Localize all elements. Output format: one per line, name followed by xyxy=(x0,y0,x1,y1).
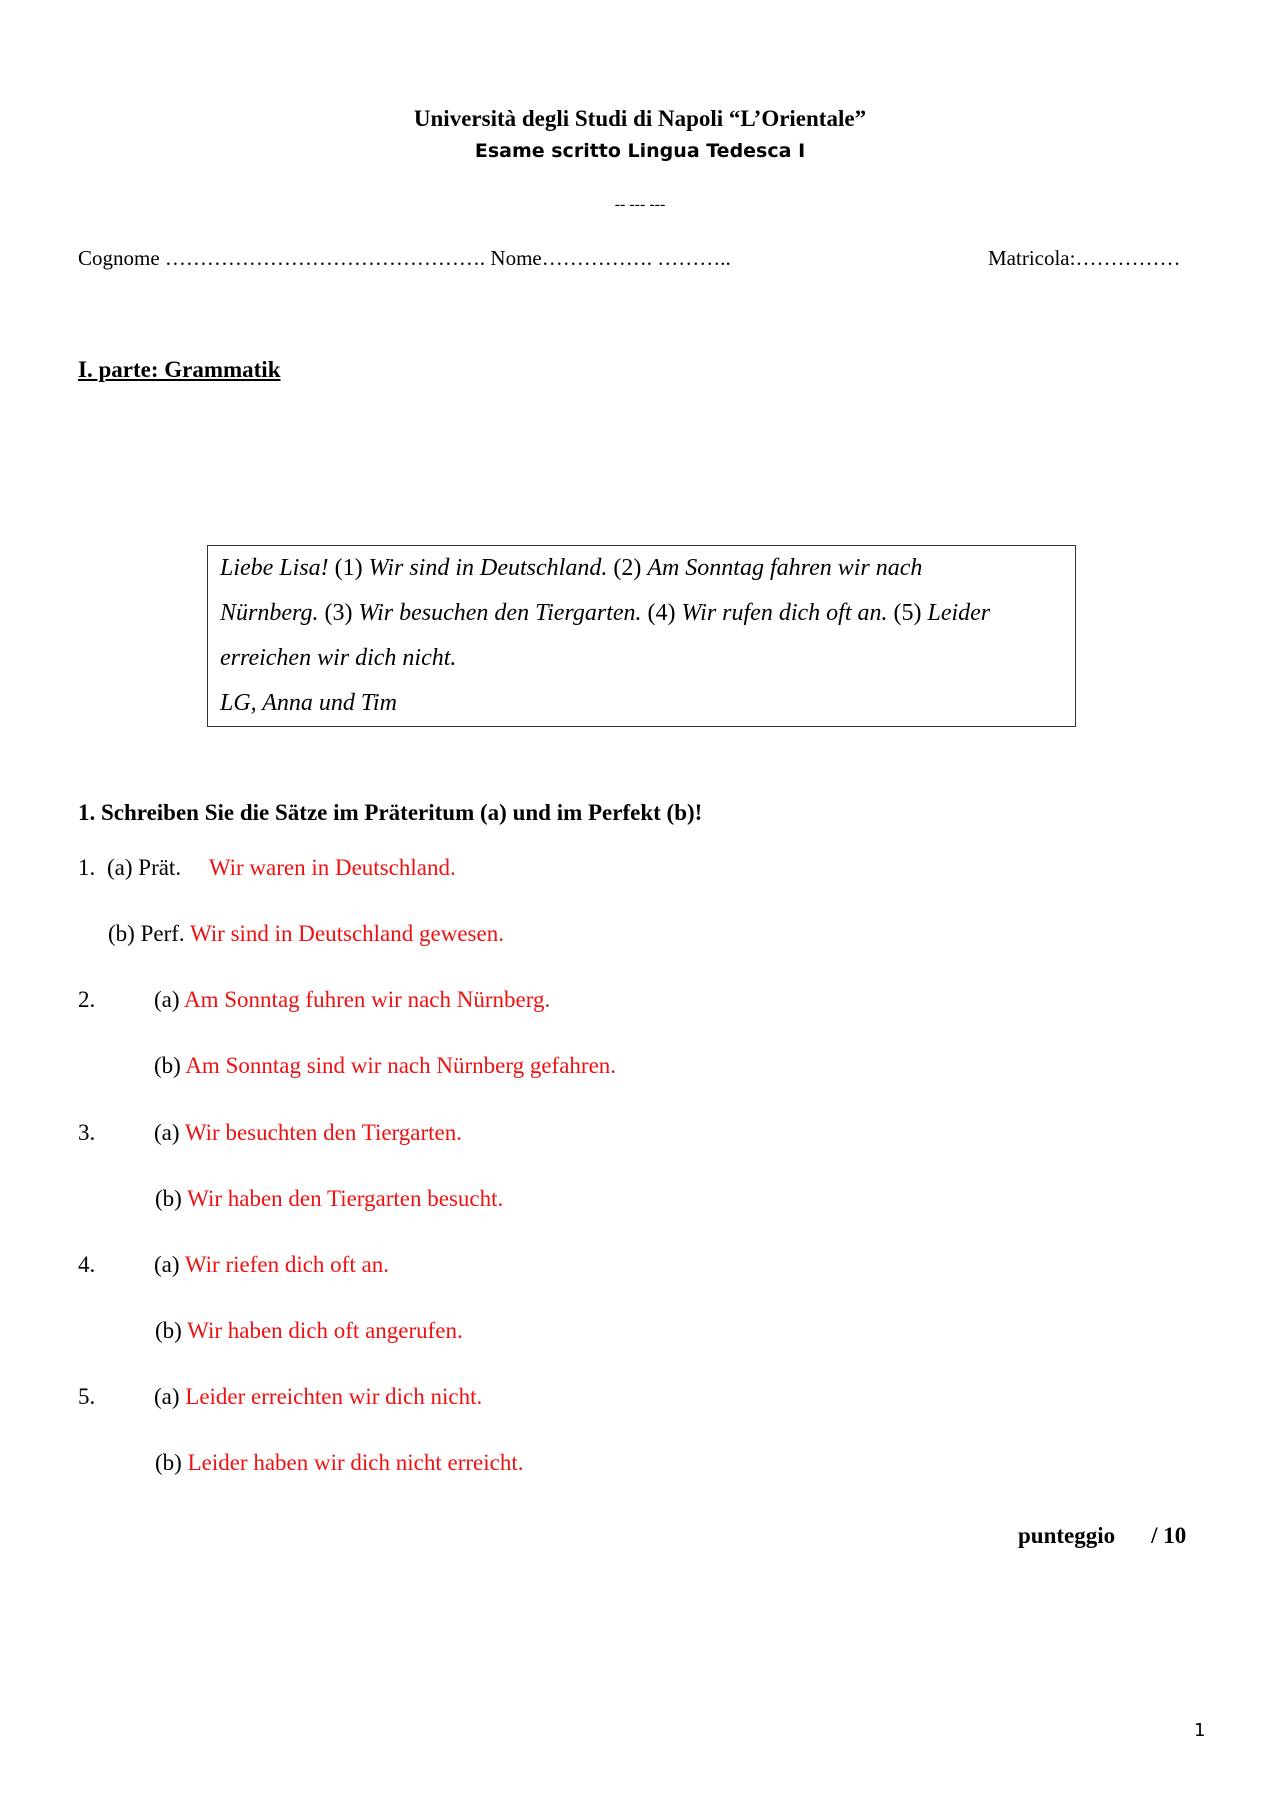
score-line xyxy=(1018,1523,1186,1549)
letter-text: Liebe Lisa! xyxy=(220,555,329,581)
letter-text: Leider xyxy=(927,600,991,626)
exercise-row-3a xyxy=(154,1120,462,1146)
exercise-row-2b xyxy=(154,1053,616,1079)
answer-label: (b) Perf. xyxy=(108,921,185,946)
university-title: Università degli Studi di Napoli “L’Orientale” xyxy=(413,106,867,131)
letter-line-1 xyxy=(220,550,1065,595)
matricola-label: Matricola: xyxy=(988,246,1076,270)
answer-text: Am Sonntag fuhren wir nach Nürnberg. xyxy=(184,987,551,1012)
exercise-row-1a xyxy=(78,855,456,881)
answer-label: (b) xyxy=(155,1318,182,1343)
item-number: 2. xyxy=(78,987,96,1012)
exercise-row-2a xyxy=(154,987,550,1013)
item-number: 1. xyxy=(78,855,96,880)
separator: -- --- --- xyxy=(614,196,666,213)
answer-text: Am Sonntag sind wir nach Nürnberg gefahren. xyxy=(185,1053,617,1078)
name-fields xyxy=(78,246,731,271)
letter-line-3: erreichen wir dich nicht. xyxy=(220,645,457,671)
exercise-row-5a xyxy=(154,1384,482,1410)
letter-signature: LG, Anna und Tim xyxy=(220,690,397,716)
exercise-row-4b xyxy=(155,1318,463,1344)
letter-text: Wir sind in Deutschland. xyxy=(368,555,608,581)
score-label: punteggio xyxy=(1018,1523,1116,1548)
answer-label: (a) xyxy=(154,1384,180,1409)
letter-text: Wir rufen dich oft an. xyxy=(681,600,888,626)
letter-text: Nürnberg. xyxy=(220,600,319,626)
letter-line-2 xyxy=(220,595,1065,640)
cognome-label: Cognome xyxy=(78,246,160,270)
answer-text: Wir besuchten den Tiergarten. xyxy=(184,1120,463,1145)
nome-label: Nome xyxy=(490,246,542,270)
score-value: / 10 xyxy=(1151,1523,1187,1548)
answer-label: (a) xyxy=(154,1252,180,1277)
answer-text: Leider haben wir dich nicht erreicht. xyxy=(187,1450,524,1475)
sentence-number: (3) xyxy=(318,600,359,626)
letter-text: Am Sonntag fahren wir nach xyxy=(647,555,923,581)
answer-text: Wir riefen dich oft an. xyxy=(184,1252,389,1277)
page-number: 1 xyxy=(1194,1720,1206,1741)
exercise-row-3b xyxy=(155,1186,503,1212)
task-title: 1. Schreiben Sie die Sätze im Präteritum (a) und im Perfekt (b)! xyxy=(78,800,703,825)
answer-text: Wir waren in Deutschland. xyxy=(208,855,456,880)
answer-text: Leider erreichten wir dich nicht. xyxy=(185,1384,483,1409)
answer-label: (a) xyxy=(154,1120,180,1145)
answer-text: Wir sind in Deutschland gewesen. xyxy=(189,921,504,946)
answer-text: Wir haben den Tiergarten besucht. xyxy=(187,1186,504,1211)
nome-field: ……………. ……….. xyxy=(541,246,731,270)
sentence-number: (1) xyxy=(328,555,369,581)
matricola-field: …………… xyxy=(1075,246,1181,270)
item-number: 3. xyxy=(78,1120,96,1145)
answer-label: (b) xyxy=(155,1186,182,1211)
exam-title: Esame scritto Lingua Tedesca I xyxy=(474,140,806,162)
sentence-number: (4) xyxy=(641,600,682,626)
answer-label: (b) xyxy=(155,1450,182,1475)
answer-label: (b) xyxy=(154,1053,181,1078)
answer-text: Wir haben dich oft angerufen. xyxy=(187,1318,463,1343)
sentence-number: (2) xyxy=(607,555,648,581)
matricola-fields xyxy=(988,246,1180,271)
exercise-row-4a xyxy=(154,1252,389,1278)
exercise-row-1b xyxy=(108,921,504,947)
exercise-row-5b xyxy=(155,1450,523,1476)
letter-box xyxy=(207,545,1076,727)
answer-label: (a) xyxy=(154,987,180,1012)
item-number: 5. xyxy=(78,1384,96,1409)
section-title: I. parte: Grammatik xyxy=(78,357,281,382)
item-number: 4. xyxy=(78,1252,96,1277)
letter-text: Wir besuchen den Tiergarten. xyxy=(358,600,642,626)
answer-label: (a) Prät. xyxy=(107,855,182,880)
sentence-number: (5) xyxy=(887,600,928,626)
cognome-field: ………………………………………. xyxy=(159,246,491,270)
